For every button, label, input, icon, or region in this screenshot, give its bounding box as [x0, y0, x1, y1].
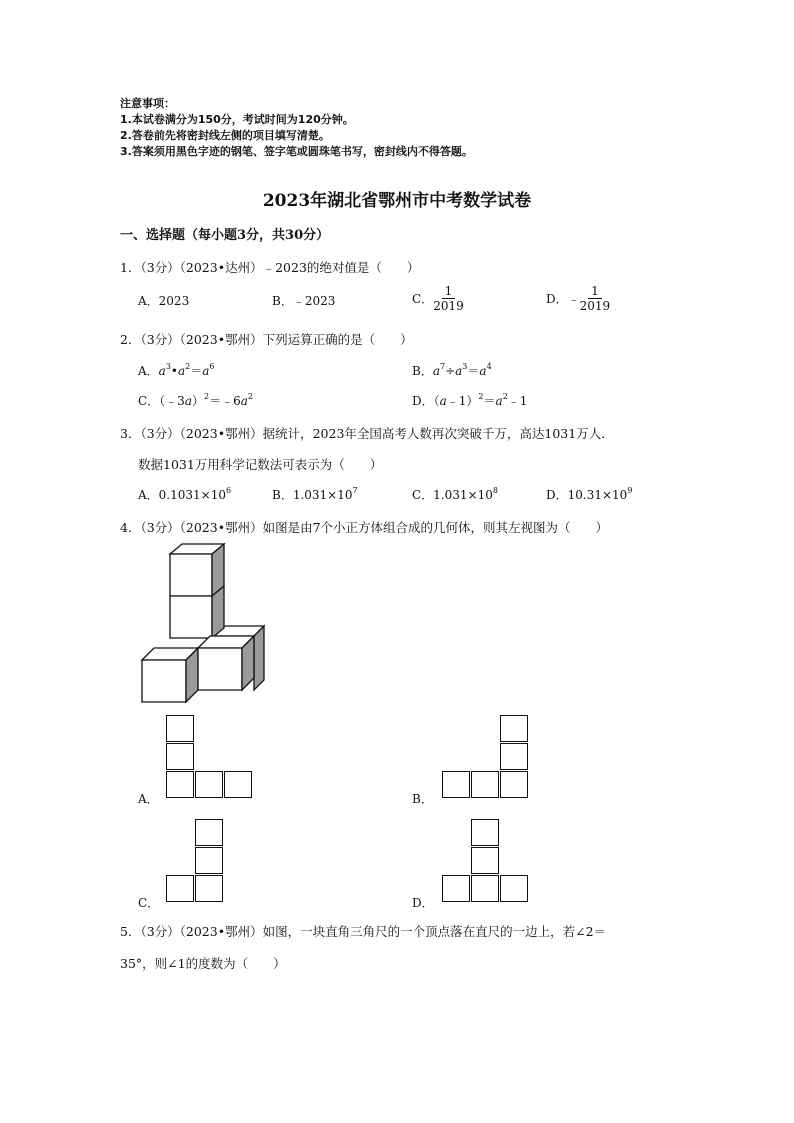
q3-option-d	[546, 486, 632, 503]
q2-d-eq: ＝	[483, 394, 496, 408]
q2-c-var: a	[184, 394, 192, 408]
q4-option-d-label: D．	[412, 896, 434, 910]
q2-b-prefix: B．	[412, 364, 433, 378]
q3-a-exp: 6	[225, 486, 232, 495]
q3-b-exp: 7	[352, 486, 358, 495]
q2-b-eq: ＝	[467, 364, 480, 378]
q2-d-exp2: 2	[502, 392, 508, 401]
q2-option-c	[138, 392, 253, 409]
q2-d-var2: a	[495, 394, 503, 408]
q2-c-prefix: C．（﹣3	[138, 394, 185, 408]
notice-heading: 注意事项：	[120, 97, 175, 110]
q4-b-cell	[500, 743, 528, 770]
q4-b-cell	[471, 771, 499, 798]
q2-d-prefix: D．（	[412, 394, 440, 408]
q1-option-c-fraction	[433, 284, 464, 313]
q3-c-exp: 8	[492, 486, 498, 495]
q4-stem: 4．（3分）（2023•鄂州）如图是由7个小正方体组合成的几何体，则其左视图为（ ）	[120, 520, 609, 535]
q4-d-cell	[442, 875, 470, 902]
notice-item-1: 1.本试卷满分为150分，考试时间为120分钟。	[120, 113, 354, 126]
q1-option-d-prefix: D．﹣	[546, 292, 580, 306]
q1-option-c	[412, 284, 464, 313]
exam-title: 2023年湖北省鄂州市中考数学试卷	[262, 191, 532, 211]
q2-b-var3: a	[479, 364, 487, 378]
q2-b-div: ÷	[445, 364, 456, 378]
q4-a-cell	[166, 743, 194, 770]
cube-back-right-side	[254, 626, 264, 690]
q4-d-cell	[471, 847, 499, 874]
q2-a-prefix: A．	[138, 364, 159, 378]
q4-d-cell	[500, 875, 528, 902]
q1-stem: 1．（3分）（2023•达州）﹣2023的绝对值是（ ）	[120, 260, 420, 275]
q1-option-b: B．﹣2023	[272, 294, 336, 308]
q4-b-cell	[500, 715, 528, 742]
q3-a-base: A．0.1031×10	[138, 488, 226, 502]
q3-b-base: B．1.031×10	[272, 488, 353, 502]
q2-b-var2: a	[455, 364, 463, 378]
q4-d-cell	[471, 875, 499, 902]
q4-a-cell	[166, 771, 194, 798]
q2-a-eq: ＝	[190, 364, 203, 378]
front-right-front	[198, 648, 242, 690]
q2-c-eq: ＝﹣6	[209, 394, 241, 408]
q2-c-mid: ）	[191, 394, 204, 408]
q2-stem: 2．（3分）（2023•鄂州）下列运算正确的是（ ）	[120, 332, 413, 347]
q2-option-a	[138, 362, 215, 379]
q1-option-a: A．2023	[138, 294, 190, 308]
q4-c-cell	[195, 875, 223, 902]
q2-b-exp1: 7	[439, 362, 446, 371]
q3-stem-line1: 3．（3分）（2023•鄂州）据统计，2023年全国高考人数再次突破千万，高达1031万人．	[120, 426, 614, 441]
q2-d-exp1: 2	[478, 392, 484, 401]
q3-d-base: D．10.31×10	[546, 488, 628, 502]
q4-b-cell	[500, 771, 528, 798]
q4-c-cell	[195, 847, 223, 874]
q2-option-d	[412, 392, 527, 409]
q4-d-cell	[471, 819, 499, 846]
q2-a-var2: a	[178, 364, 186, 378]
q4-cube-figure	[130, 540, 275, 705]
q3-option-b	[272, 486, 358, 503]
q2-b-exp3: 4	[486, 362, 492, 371]
q3-option-a	[138, 486, 231, 503]
section-heading: 一、选择题（每小题3分，共30分）	[120, 228, 330, 243]
q2-a-dot: •	[170, 364, 178, 378]
q3-c-base: C．1.031×10	[412, 488, 493, 502]
q2-d-mid: ﹣1）	[446, 394, 479, 408]
notice-item-2: 2.答卷前先将密封线左侧的项目填写清楚。	[120, 129, 330, 142]
q2-a-exp2: 2	[185, 362, 191, 371]
q2-d-var: a	[439, 394, 447, 408]
q4-option-c-label: C．	[138, 896, 160, 910]
front-left-front	[142, 660, 186, 702]
q2-option-b	[412, 362, 492, 379]
q4-option-a-label: A．	[138, 792, 159, 806]
q3-d-exp: 9	[627, 486, 633, 495]
q3-stem-line2: 数据1031万用科学记数法可表示为（ ）	[138, 457, 383, 472]
q1-d-numerator: 1	[588, 284, 602, 299]
q1-d-denominator: 2019	[579, 299, 611, 313]
q4-a-cell	[224, 771, 252, 798]
q4-option-b-label: B．	[412, 792, 433, 806]
q2-a-exp3: 6	[209, 362, 215, 371]
q5-stem-line1: 5．（3分）（2023•鄂州）如图，一块直角三角尺的一个顶点落在直尺的一边上，若∠2＝	[120, 924, 607, 939]
q4-c-cell	[195, 819, 223, 846]
q2-a-var3: a	[202, 364, 210, 378]
q2-c-exp1: 2	[204, 392, 210, 401]
q1-option-d	[546, 284, 610, 313]
q2-a-var: a	[158, 364, 166, 378]
q2-d-tail: ﹣1	[507, 394, 528, 408]
tower-lower-front	[170, 596, 212, 638]
q1-c-numerator: 1	[442, 284, 456, 299]
q3-option-c	[412, 486, 498, 503]
tower-upper-front	[170, 554, 212, 596]
q1-c-denominator: 2019	[433, 299, 464, 313]
q2-b-var: a	[432, 364, 440, 378]
q1-option-c-prefix: C．	[412, 292, 434, 306]
q1-option-d-fraction	[580, 284, 611, 313]
q4-a-cell	[195, 771, 223, 798]
q2-c-var2: a	[240, 394, 248, 408]
tower-lower-side	[212, 586, 224, 638]
q4-b-cell	[442, 771, 470, 798]
q4-a-cell	[166, 715, 194, 742]
q4-c-cell	[166, 875, 194, 902]
q2-a-exp1: 3	[165, 362, 171, 371]
q2-b-exp2: 3	[462, 362, 468, 371]
notice-item-3: 3.答案须用黑色字迹的钢笔、签字笔或圆珠笔书写，密封线内不得答题。	[120, 145, 473, 158]
q5-stem-line2: 35°，则∠1的度数为（ ）	[120, 956, 286, 971]
q2-c-exp2: 2	[247, 392, 253, 401]
